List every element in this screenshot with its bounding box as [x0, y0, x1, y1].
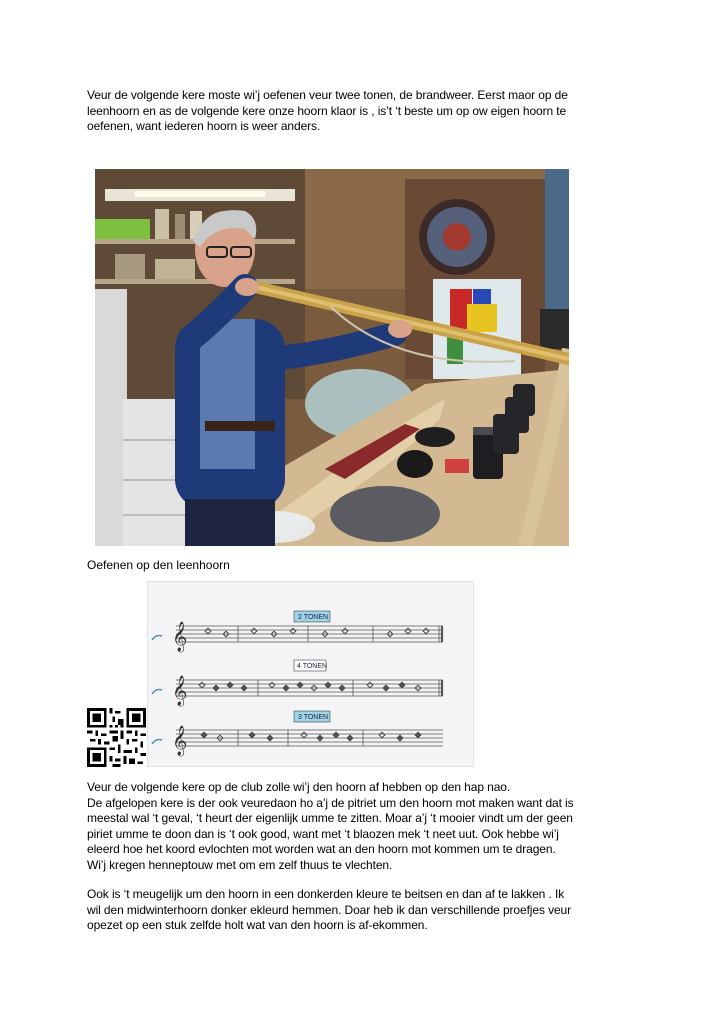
- intro-line: Veur de volgende kere moste wi’j oefenen veur twee tonen, de brandweer. Eerst maor op de: [87, 88, 568, 102]
- svg-text:𝄞: 𝄞: [172, 676, 188, 706]
- qr-code-icon: [87, 708, 146, 767]
- body-line: Veur de volgende kere op de club zolle wi’j den hoorn af hebben op den hap nao.: [87, 780, 511, 794]
- body-line: De afgelopen kere is der ook veuredaon ho a’j de pitriet um den hoorn mot maken want dat is: [87, 795, 574, 810]
- staff-3: [152, 725, 443, 757]
- intro-line: oefenen, want iederen hoorn is weer anders.: [87, 119, 321, 134]
- svg-text:𝄞: 𝄞: [172, 622, 188, 652]
- closing-line: opezet op een stuk zelfde holt wat van den hoorn is af-ekommen.: [87, 918, 428, 933]
- body-paragraph: [87, 780, 647, 874]
- body-line: meestal wal ‘t geval, ‘t heurt der eigenlijk umme te zitten. Moar a’j ‘t mooier vindt um der geen: [87, 811, 573, 826]
- body-line: piriet umme te doon dan is ‘t ook good, want met ‘t blaozen mek ‘t neet uut. Ook hebbe wi’j: [87, 826, 559, 841]
- intro-paragraph: [87, 88, 647, 135]
- staff-2: [152, 675, 443, 707]
- closing-line: wil den midwinterhoorn donker ekleurd hemmen. Doar heb ik dan verschillende proefjes veur: [87, 902, 572, 917]
- staff-1-label: 2 TONEN: [298, 614, 329, 621]
- svg-text:𝄞: 𝄞: [172, 726, 188, 756]
- staff-3-label: 3 TONEN: [298, 714, 329, 721]
- closing-paragraph: [87, 887, 647, 934]
- photo-caption: Oefenen op den leenhoorn: [87, 558, 230, 572]
- staff-1: [152, 621, 443, 653]
- staff-2-label: 4 TONEN: [297, 663, 328, 670]
- closing-line: Ook is ‘t meugelijk um den hoorn in een donkerden kleure te beitsen en dan af te lakken . Ik: [87, 887, 565, 901]
- body-line: eleerd hoe het koord evlochten mot worden wat an den hoorn mot kommen um te dragen.: [87, 842, 556, 857]
- workshop-photo: [95, 169, 569, 546]
- body-line: Wi’j kregen henneptouw met om em zelf thuus te vlechten.: [87, 857, 393, 872]
- sheet-music: [147, 581, 474, 767]
- intro-line: leenhoorn en as de volgende kere onze hoorn klaor is , is’t ‘t beste um op ow eigen hoorn te: [87, 103, 567, 118]
